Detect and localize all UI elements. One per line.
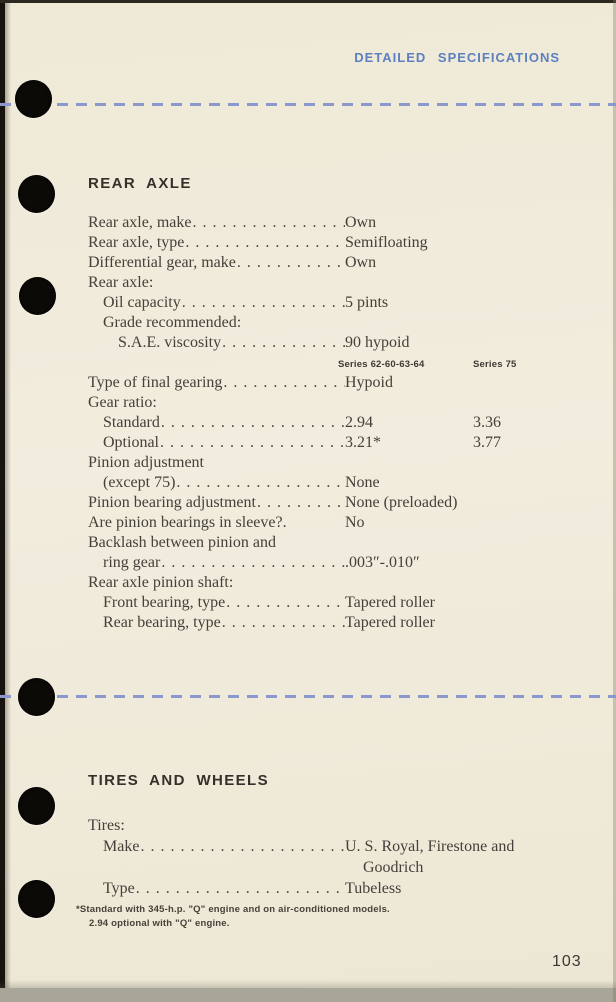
spec-value-series75 — [473, 213, 560, 233]
spec-value-primary: Own — [345, 254, 377, 271]
scan-edge-bottom-shadow — [0, 980, 616, 988]
spec-value-primary: .003″-.010″ — [345, 554, 420, 571]
scan-edge-top — [0, 0, 616, 3]
spec-value-series75 — [473, 815, 560, 836]
dot-leader — [160, 433, 345, 453]
spec-value-series75: 3.77 — [473, 434, 501, 451]
spec-value-series75 — [473, 313, 560, 333]
spec-value-primary — [345, 453, 473, 473]
col-header-series-75: Series 75 — [473, 359, 517, 370]
spec-row — [88, 473, 560, 493]
spec-label: Make — [103, 838, 140, 855]
spec-row — [88, 533, 560, 553]
spec-value-series75 — [473, 513, 560, 533]
spec-value-series75 — [473, 493, 560, 513]
spec-value-primary — [345, 573, 473, 593]
dot-leader — [242, 313, 345, 333]
spec-value-series75 — [473, 453, 560, 473]
spec-label: Rear axle: — [88, 274, 154, 291]
spec-row — [88, 373, 560, 393]
spec-value-primary: Hypoid — [345, 374, 393, 391]
spec-label: Pinion bearing adjustment — [88, 494, 256, 511]
spec-value-series75 — [473, 393, 560, 413]
spec-label: Rear bearing, type — [103, 614, 221, 631]
spec-row — [88, 573, 560, 593]
spec-label: Oil capacity — [103, 294, 181, 311]
spec-row — [88, 433, 560, 453]
scan-edge-left-shadow — [5, 0, 11, 1002]
spec-row — [88, 293, 560, 313]
dot-leader — [226, 593, 345, 613]
spec-value-series75 — [473, 473, 560, 493]
footnote — [76, 903, 390, 930]
dot-leader — [223, 373, 345, 393]
spec-value-series75 — [473, 533, 560, 553]
spec-value-primary: 3.21* — [345, 434, 381, 451]
rear-axle-rows-upper — [88, 213, 560, 353]
spec-value-primary: Tapered roller — [345, 614, 435, 631]
col-header-series-62-60-63-64: Series 62-60-63-64 — [338, 359, 425, 370]
section-heading-tires-and-wheels: TIRES AND WHEELS — [88, 772, 270, 789]
scan-edge-bottom — [0, 988, 616, 1002]
spec-value-primary — [345, 815, 473, 836]
dot-leader — [126, 815, 345, 836]
dashed-divider-top — [0, 103, 616, 106]
spec-row — [88, 878, 560, 899]
dot-leader — [136, 878, 345, 899]
spec-row — [88, 253, 560, 273]
dashed-divider-middle — [0, 695, 616, 698]
spec-value-series75: 3.36 — [473, 414, 501, 431]
spec-row — [88, 493, 560, 513]
dot-leader — [182, 293, 345, 313]
dot-leader — [154, 273, 345, 293]
spec-value-primary: Tubeless — [345, 880, 402, 897]
spec-label: (except 75) — [103, 474, 176, 491]
spec-value-primary — [345, 273, 473, 293]
spec-row — [88, 836, 560, 857]
dot-leader — [176, 473, 345, 493]
spec-row — [88, 513, 560, 533]
spec-label: Rear axle, make — [88, 214, 192, 231]
spec-label: Are pinion bearings in sleeve?. — [88, 514, 287, 531]
spec-label: Optional — [103, 434, 159, 451]
spec-label: ring gear — [103, 554, 161, 571]
spec-row — [88, 333, 560, 353]
rear-axle-table — [88, 213, 560, 633]
spec-label: Grade recommended: — [103, 314, 242, 331]
tires-table — [88, 815, 560, 899]
spec-value-primary: Tapered roller — [345, 594, 435, 611]
spec-row — [88, 453, 560, 473]
binding-hole — [19, 277, 56, 315]
spec-row — [88, 213, 560, 233]
rear-axle-rows-lower — [88, 373, 560, 633]
spec-label: Standard — [103, 414, 160, 431]
spec-value-series75 — [473, 333, 560, 353]
spec-value-primary: Semifloating — [345, 234, 428, 251]
spec-value-series75 — [473, 373, 560, 393]
spec-value-series75 — [473, 613, 560, 633]
spec-value-series75 — [473, 253, 560, 273]
series-column-headers — [88, 359, 560, 371]
spec-value-primary: Own — [345, 214, 377, 231]
dot-leader — [222, 333, 345, 353]
spec-value-series75 — [473, 878, 560, 899]
spec-row — [88, 273, 560, 293]
spec-value-series75 — [473, 273, 560, 293]
spec-row — [88, 413, 560, 433]
spec-value-primary: None (preloaded) — [345, 494, 458, 511]
dot-leader — [161, 553, 345, 573]
binding-hole — [15, 80, 52, 118]
footnote-line1: *Standard with 345-h.p. "Q" engine and on air-conditioned models. — [76, 904, 390, 915]
binding-hole — [18, 880, 55, 918]
dot-leader — [237, 253, 345, 273]
spec-value-primary: None — [345, 474, 380, 491]
spec-value-series75 — [473, 553, 560, 573]
spec-value-primary — [345, 533, 473, 553]
spec-label: Rear axle, type — [88, 234, 185, 251]
spec-value-primary: No — [345, 514, 365, 531]
spec-value-primary: 2.94 — [345, 414, 373, 431]
spec-value-series75 — [473, 293, 560, 313]
spec-label: Type — [103, 880, 135, 897]
spec-label: Front bearing, type — [103, 594, 226, 611]
spec-value-series75 — [491, 857, 560, 878]
spec-value-primary: 5 pints — [345, 294, 389, 311]
spec-value-series75 — [473, 573, 560, 593]
spec-row — [88, 393, 560, 413]
dot-leader — [158, 393, 345, 413]
footnote-line2: 2.94 optional with "Q" engine. — [89, 917, 230, 929]
spec-label: Tires: — [88, 817, 125, 834]
tires-rows — [88, 815, 560, 899]
dot-leader — [257, 493, 345, 513]
dot-leader — [288, 513, 345, 533]
spec-value-primary: Goodrich — [363, 859, 424, 876]
dot-leader — [185, 233, 345, 253]
spec-row — [88, 815, 560, 836]
spec-label: Rear axle pinion shaft: — [88, 574, 234, 591]
binding-hole — [18, 787, 55, 825]
binding-hole — [18, 678, 55, 716]
dot-leader — [234, 573, 345, 593]
section-heading-rear-axle: REAR AXLE — [88, 175, 192, 192]
spec-value-primary: U. S. Royal, Firestone and — [345, 838, 515, 855]
spec-value-primary: 90 hypoid — [345, 334, 410, 351]
spec-label: Backlash between pinion and — [88, 534, 276, 551]
dot-leader — [161, 413, 345, 433]
spec-value-series75 — [473, 593, 560, 613]
dot-leader — [89, 857, 345, 878]
spec-value-primary — [345, 393, 473, 413]
spec-value-series75 — [473, 233, 560, 253]
spec-label: Gear ratio: — [88, 394, 157, 411]
page-header: DETAILED SPECIFICATIONS — [354, 50, 560, 65]
dot-leader — [193, 213, 346, 233]
page-number: 103 — [552, 953, 582, 970]
spec-label: S.A.E. viscosity — [118, 334, 222, 351]
spec-row — [88, 613, 560, 633]
spec-value-series75 — [473, 836, 560, 857]
spec-row — [88, 313, 560, 333]
spec-row — [88, 857, 560, 878]
spec-label: Differential gear, make — [88, 254, 236, 271]
dot-leader — [222, 613, 345, 633]
spec-row — [88, 553, 560, 573]
binding-hole — [18, 175, 55, 213]
spec-label: Type of final gearing — [88, 374, 223, 391]
dot-leader — [140, 836, 345, 857]
spec-row — [88, 233, 560, 253]
spec-value-primary — [345, 313, 473, 333]
dot-leader — [205, 453, 345, 473]
dot-leader — [277, 533, 345, 553]
spec-label: Pinion adjustment — [88, 454, 204, 471]
spec-row — [88, 593, 560, 613]
